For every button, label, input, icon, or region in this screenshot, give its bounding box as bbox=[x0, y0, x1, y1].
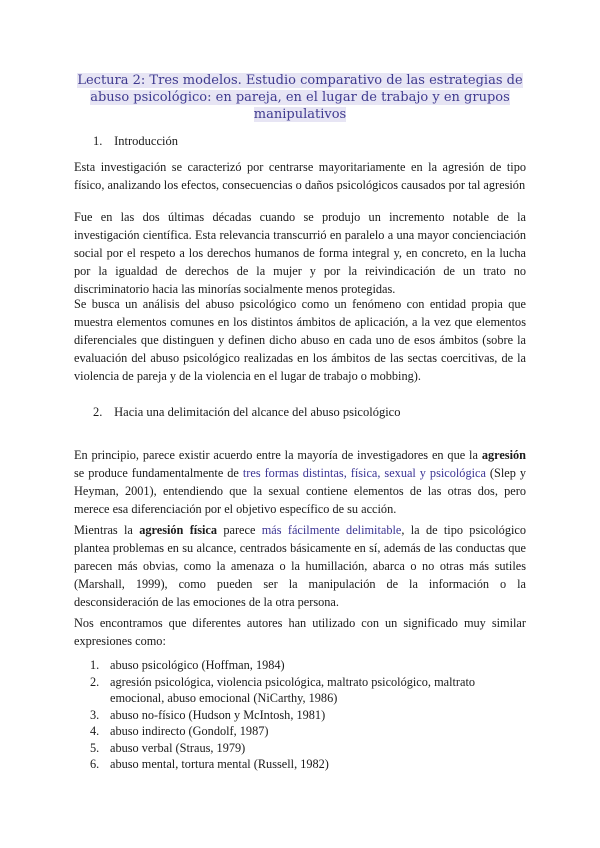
list-item: 3. abuso no-físico (Hudson y McIntosh, 1981) bbox=[90, 707, 326, 722]
list-item: 4. abuso indirecto (Gondolf, 1987) bbox=[90, 724, 269, 738]
paragraph-2: Fue en las dos últimas décadas cuando se produjo un incremento notable de la investigación científica. Esta relevancia transcurrió en paralelo a una mayor concienciación social por el respeto a los derechos humanos de forma integral y, en concreto, en la lucha por la igualdad de derechos de la mujer y por la reivindicación de un trato no discriminatorio hacia las minorías socialmente menos protegidas. bbox=[74, 210, 526, 296]
section-heading-introduccion: 1. Introducción bbox=[93, 134, 178, 148]
list-item: 2. agresión psicológica, violencia psicológica, maltrato psicológico, maltrato emocional, abuso emocional (NiCarthy, 1986) bbox=[90, 674, 476, 705]
paragraph-5: Mientras la agresión física parece más fácilmente delimitable, la de tipo psicológico plantea problemas en su alcance, centrados básicamente en sí, además de las conductas que parecen más obvias, como la amenaza o la humillación, abarca o no otras más sutiles (Marshall, 1999), como pueden ser la manipulación de la información o la desconsideración de las emociones de la otra persona. bbox=[74, 523, 526, 609]
section-heading-delimitacion: 2. Hacia una delimitación del alcance del abuso psicológico bbox=[93, 405, 401, 419]
list-item: 6. abuso mental, tortura mental (Russell, 1982) bbox=[90, 757, 329, 771]
page-title: Lectura 2: Tres modelos. Estudio comparativo de las estrategias de abuso psicológico: en pareja, en el lugar de trabajo y en grupos manipulativos bbox=[77, 73, 523, 122]
list-item: 1. abuso psicológico (Hoffman, 1984) bbox=[90, 658, 285, 672]
paragraph-1: Esta investigación se caracterizó por centrarse mayoritariamente en la agresión de tipo físico, analizando los efectos, consecuencias o daños psicológicos causados por tal agresión bbox=[74, 160, 526, 192]
paragraph-4: En principio, parece existir acuerdo entre la mayoría de investigadores en que la agresión se produce fundamentalmente de tres formas distintas, física, sexual y psicológica (Slep y Heyman, 2001), entendiendo que la sexual contiene elementos de las otras dos, pero merece esa diferenciación por el objetivo específico de su acción. bbox=[74, 448, 526, 516]
paragraph-6: Nos encontramos que diferentes autores han utilizado con un significado muy similar expresiones como: bbox=[74, 616, 526, 648]
list-item: 5. abuso verbal (Straus, 1979) bbox=[90, 740, 246, 755]
paragraph-3: Se busca un análisis del abuso psicológico como un fenómeno con entidad propia que muestra elementos comunes en los distintos ámbitos de aplicación, a la vez que elementos diferenciales que distinguen y definen dicho abuso en cada uno de esos ámbitos (sobre la evaluación del abuso psicológico realizadas en los ámbitos de las sectas coercitivas, de la violencia de pareja y de la violencia en el lugar de trabajo o mobbing). bbox=[74, 297, 526, 383]
expressions-list bbox=[74, 657, 526, 773]
